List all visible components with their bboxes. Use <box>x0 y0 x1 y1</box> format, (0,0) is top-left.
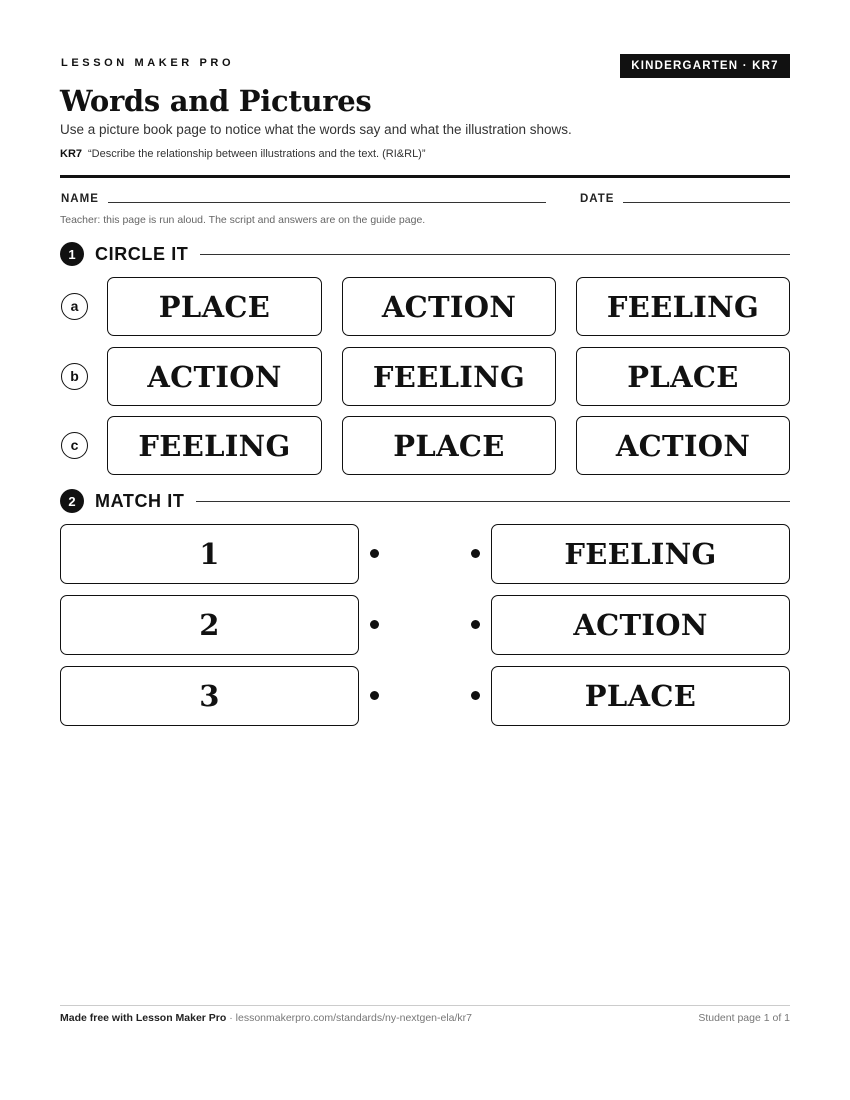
standard-text: “Describe the relationship between illustrations and the text. (RI&RL)” <box>88 148 426 160</box>
footer-divider <box>60 1005 790 1006</box>
match-left-item[interactable]: 1 <box>60 524 359 584</box>
name-label: NAME <box>61 193 99 205</box>
date-label: DATE <box>580 193 615 205</box>
match-dot-left[interactable] <box>370 620 379 629</box>
standard-code: KR7 <box>60 148 83 160</box>
section-number-badge: 2 <box>60 489 84 513</box>
page-subtitle: Use a picture book page to notice what the words say and what the illustration shows. <box>60 122 572 137</box>
name-field[interactable] <box>108 202 546 203</box>
section-number-badge: 1 <box>60 242 84 266</box>
row-marker-b: b <box>61 363 88 390</box>
circle-option[interactable]: ACTION <box>342 277 556 336</box>
circle-option[interactable]: FEELING <box>107 416 322 475</box>
match-right-item[interactable]: PLACE <box>491 666 790 726</box>
section-title: CIRCLE IT <box>95 243 189 264</box>
match-left-item[interactable]: 3 <box>60 666 359 726</box>
circle-option[interactable]: FEELING <box>576 277 790 336</box>
grade-badge: KINDERGARTEN · KR7 <box>620 54 790 78</box>
section-match-it-header <box>60 489 790 513</box>
page-title: Words and Pictures <box>60 84 372 118</box>
footer-url[interactable]: · lessonmakerpro.com/standards/ny-nextgen-ela/kr7 <box>226 1012 473 1024</box>
circle-option[interactable]: PLACE <box>576 347 790 406</box>
match-right-item[interactable]: ACTION <box>491 595 790 655</box>
circle-option[interactable]: PLACE <box>107 277 322 336</box>
date-field[interactable] <box>623 202 790 203</box>
header-divider <box>60 175 790 178</box>
brand-name: LESSON MAKER PRO <box>61 57 235 69</box>
section-rule <box>196 501 790 502</box>
circle-option[interactable]: PLACE <box>342 416 556 475</box>
footer-made-with: Made free with Lesson Maker Pro <box>60 1012 227 1024</box>
circle-option[interactable]: ACTION <box>576 416 790 475</box>
match-dot-right[interactable] <box>471 691 480 700</box>
match-left-item[interactable]: 2 <box>60 595 359 655</box>
footer-credit <box>60 1012 472 1024</box>
circle-option[interactable]: ACTION <box>107 347 322 406</box>
row-marker-a: a <box>61 293 88 320</box>
match-right-item[interactable]: FEELING <box>491 524 790 584</box>
section-circle-it-header <box>60 242 790 266</box>
match-dot-left[interactable] <box>370 691 379 700</box>
match-dot-left[interactable] <box>370 549 379 558</box>
circle-option[interactable]: FEELING <box>342 347 556 406</box>
teacher-note: Teacher: this page is run aloud. The script and answers are on the guide page. <box>60 214 426 226</box>
section-rule <box>200 254 790 255</box>
standard-line <box>60 148 426 160</box>
row-marker-c: c <box>61 432 88 459</box>
match-dot-right[interactable] <box>471 620 480 629</box>
match-dot-right[interactable] <box>471 549 480 558</box>
footer-page-number: Student page 1 of 1 <box>698 1012 790 1024</box>
section-title: MATCH IT <box>95 490 185 511</box>
